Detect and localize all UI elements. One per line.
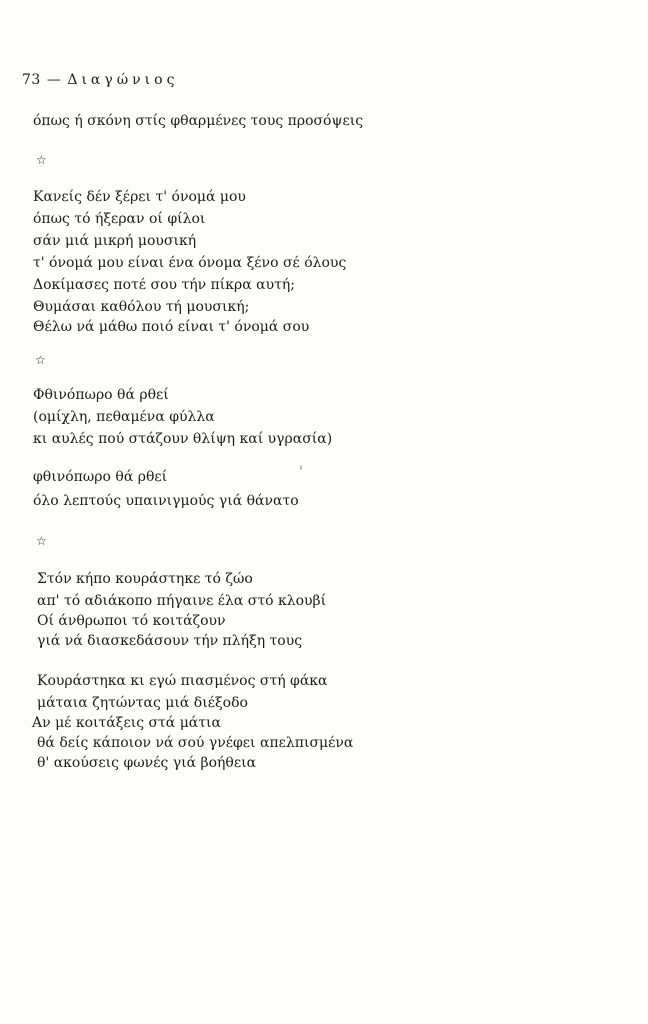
section-star-icon: ☆ — [35, 353, 46, 367]
verse-line: Θυμάσαι καθόλου τή μουσική; — [33, 299, 250, 315]
page-number: 73 — [22, 72, 41, 88]
verse-line: Κανείς δέν ξέρει τ' όνομά μου — [33, 189, 246, 205]
header-dash: — — [46, 72, 62, 88]
poem-title: Διαγώνιος — [67, 72, 179, 88]
verse-line: τ' όνομά μου είναι ένα όνομα ξένο σέ όλους — [33, 255, 347, 271]
verse-line: κι αυλές πού στάζουν θλίψη καί υγρασία) — [33, 431, 333, 447]
paper-speck — [300, 465, 302, 470]
verse-line: φθινόπωρο θά ρθεί — [33, 469, 168, 485]
verse-line: όλο λεπτούς υπαινιγμούς γιά θάνατο — [33, 493, 299, 509]
intro-line: όπως ή σκόνη στίς φθαρμένες τους προσόψεις — [33, 113, 364, 129]
verse-line: όπως τό ήξεραν οί φίλοι — [33, 211, 206, 227]
verse-line: Φθινόπωρο θά ρθεί — [33, 387, 169, 403]
verse-line: Αν μέ κοιτάξεις στά μάτια — [32, 715, 221, 731]
section-star-icon: ☆ — [36, 534, 47, 548]
verse-line: σάν μιά μικρή μουσική — [33, 233, 197, 249]
verse-line: Οί άνθρωποι τό κοιτάζουν — [37, 613, 226, 629]
verse-line: θ' ακούσεις φωνές γιά βοήθεια — [37, 755, 257, 771]
verse-line: θά δείς κάποιον νά σού γνέφει απελπισμένα — [37, 735, 354, 751]
verse-line: Δοκίμασες ποτέ σου τήν πίκρα αυτή; — [33, 277, 295, 293]
verse-line: Στόν κήπο κουράστηκε τό ζώο — [37, 571, 253, 587]
verse-line: Θέλω νά μάθω ποιό είναι τ' όνομά σου — [33, 319, 310, 335]
verse-line: Κουράστηκα κι εγώ πιασμένος στή φάκα — [37, 673, 328, 689]
section-star-icon: ☆ — [36, 153, 47, 167]
page-header — [22, 72, 178, 88]
verse-line: μάταια ζητώντας μιά διέξοδο — [37, 695, 248, 711]
verse-line: γιά νά διασκεδάσουν τήν πλήξη τους — [37, 633, 303, 649]
verse-line: (ομίχλη, πεθαμένα φύλλα — [33, 409, 215, 425]
verse-line: απ' τό αδιάκοπο πήγαινε έλα στό κλουβί — [37, 593, 327, 609]
